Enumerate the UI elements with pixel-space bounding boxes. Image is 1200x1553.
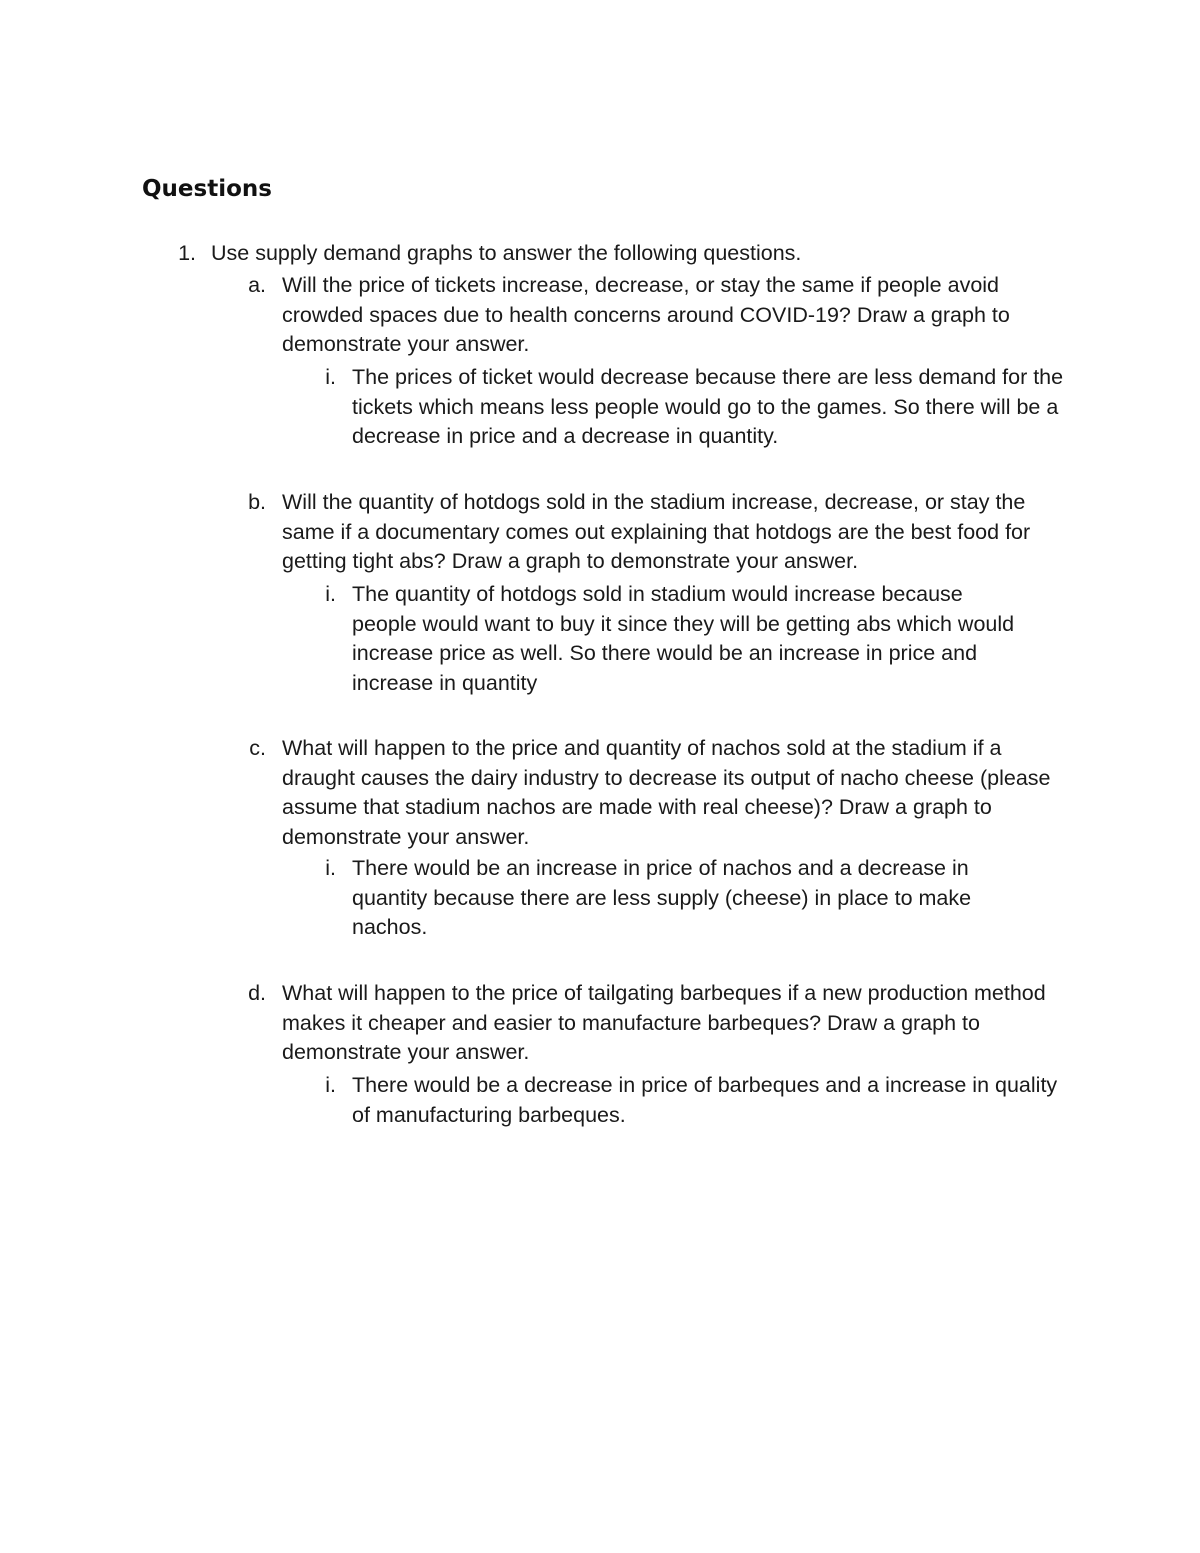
item-d-question: What will happen to the price of tailgating barbeques if a new production method makes it cheaper and easier to manufacture barbeques? Draw a graph to demonstrate your answer. bbox=[282, 981, 1046, 1065]
question-text: Use supply demand graphs to answer the following questions. bbox=[211, 241, 802, 265]
item-c-question: What will happen to the price and quantity of nachos sold at the stadium if a draught causes the dairy industry to decrease its output of nacho cheese (please assume that stadium nachos are made with real cheese)? Draw a graph to demonstrate your answer. bbox=[282, 736, 1051, 849]
item-a-answer: The prices of ticket would decrease because there are less demand for the tickets which means less people would go to the games. So there will be a decrease in price and a decrease in quantity. bbox=[352, 365, 1064, 449]
item-c-marker: c. bbox=[249, 736, 266, 760]
item-a-question: Will the price of tickets increase, decrease, or stay the same if people avoid crowded spaces due to health concerns around COVID-19? Draw a graph to demonstrate your answer. bbox=[282, 273, 1010, 357]
item-b-answer-marker: i. bbox=[325, 582, 336, 606]
item-a-marker: a. bbox=[248, 273, 266, 297]
item-a-answer-marker: i. bbox=[325, 365, 336, 389]
item-b-marker: b. bbox=[248, 490, 266, 514]
item-d-marker: d. bbox=[248, 981, 266, 1005]
question-number: 1. bbox=[178, 241, 196, 265]
item-c-answer: There would be an increase in price of nachos and a decrease in quantity because there are less supply (cheese) in place to make nachos. bbox=[352, 856, 972, 940]
item-d-answer: There would be a decrease in price of barbeques and a increase in quality of manufacturing barbeques. bbox=[352, 1073, 1058, 1127]
item-b-answer: The quantity of hotdogs sold in stadium would increase because people would want to buy it since they will be getting abs which would increase price as well. So there would be an increase in price and increase in quantity bbox=[352, 582, 1015, 695]
item-c-answer-marker: i. bbox=[325, 856, 336, 880]
item-b-question: Will the quantity of hotdogs sold in the stadium increase, decrease, or stay the same if a documentary comes out explaining that hotdogs are the best food for getting tight abs? Draw a graph to demonstrate your answer. bbox=[282, 490, 1031, 574]
item-d-answer-marker: i. bbox=[325, 1073, 336, 1097]
page-title: Questions bbox=[142, 176, 272, 202]
